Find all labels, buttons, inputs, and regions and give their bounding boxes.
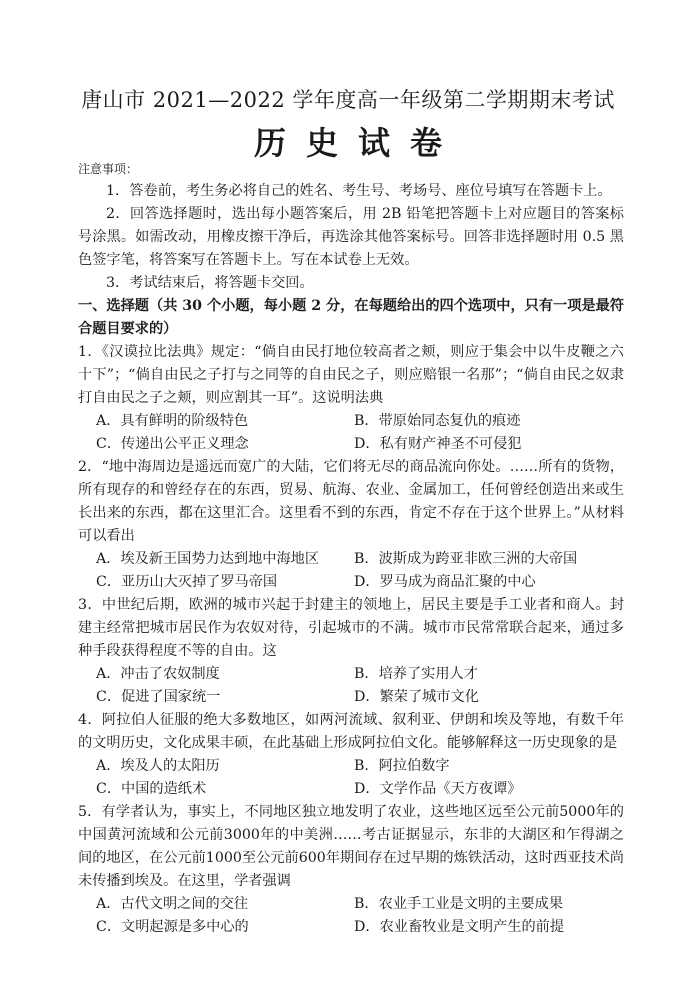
option-b: B．带原始同态复仇的痕迹 bbox=[354, 413, 521, 429]
option-a: A．古代文明之间的交往 bbox=[96, 896, 249, 912]
option-d: D．私有财产神圣不可侵犯 bbox=[354, 436, 522, 452]
question-3-options bbox=[96, 663, 596, 709]
notice-item-3: 3．考试结束后，将答题卡交回。 bbox=[106, 275, 314, 291]
question-1-options bbox=[96, 410, 596, 456]
notice-heading: 注意事项： bbox=[78, 162, 139, 176]
option-c: C．促进了国家统一 bbox=[96, 689, 221, 705]
question-2-stem: 2．“地中海周边是遥远而宽广的大陆，它们将无尽的商品流向你处。……所有的货物，所有现存的和曾经存在的东西，贸易、航海、农业、金属加工，任何曾经创造出来或生长出来的东西，都在这里汇合。这里看不到的东西，肯定不存在于这个世界上。”从材料可以看出 bbox=[78, 459, 624, 544]
question-1-stem: 1．《汉谟拉比法典》规定：“倘自由民打地位较高者之颊，则应于集会中以牛皮鞭之六十下”；“倘自由民之子打与之同等的自由民之子，则应赔银一名那”；“倘自由民之奴隶打自由民之子之颊，则应割其一耳”。这说明法典 bbox=[78, 344, 624, 406]
option-b: B．农业手工业是文明的主要成果 bbox=[354, 896, 564, 912]
question-4-stem: 4．阿拉伯人征服的绝大多数地区，如两河流域、叙利亚、伊朗和埃及等地，有数千年的文明历史，文化成果丰硕，在此基础上形成阿拉伯文化。能够解释这一历史现象的是 bbox=[78, 712, 624, 751]
exam-title: 唐山市 2021—2022 学年度高一年级第二学期期末考试 bbox=[81, 88, 615, 112]
option-c: C．传递出公平正义理念 bbox=[96, 436, 249, 452]
option-d: D．文学作品《天方夜谭》 bbox=[354, 781, 522, 797]
notice-item-2: 2．回答选择题时，选出每小题答案后，用 2B 铅笔把答题卡上对应题目的答案标号涂黑。如需改动，用橡皮擦干净后，再选涂其他答案标号。回答非选择题时用 0.5 黑色签字笔，将答案写在答题卡上。写在本试卷上无效。 bbox=[78, 206, 624, 268]
option-b: B．阿拉伯数字 bbox=[354, 758, 450, 774]
option-b: B．波斯成为跨亚非欧三洲的大帝国 bbox=[354, 551, 578, 567]
option-a: A．具有鲜明的阶级特色 bbox=[96, 413, 249, 429]
question-4-options bbox=[96, 755, 596, 801]
option-c: C．亚历山大灭掉了罗马帝国 bbox=[96, 574, 278, 590]
option-c: C．中国的造纸术 bbox=[96, 781, 207, 797]
option-d: D．罗马成为商品汇聚的中心 bbox=[354, 574, 536, 590]
option-a: A．冲击了农奴制度 bbox=[96, 666, 220, 682]
option-a: A．埃及人的太阳历 bbox=[96, 758, 220, 774]
option-d: D．繁荣了城市文化 bbox=[354, 689, 479, 705]
subject-title: 历史试卷 bbox=[253, 124, 462, 162]
option-a: A．埃及新王国势力达到地中海地区 bbox=[96, 551, 320, 567]
notice-item-1: 1．答卷前，考生务必将自己的姓名、考生号、考场号、座位号填写在答题卡上。 bbox=[106, 183, 612, 199]
option-c: C．文明起源是多中心的 bbox=[96, 919, 249, 935]
question-3-stem: 3．中世纪后期，欧洲的城市兴起于封建主的领地上，居民主要是手工业者和商人。封建主经常把城市居民作为农奴对待，引起城市的不满。城市市民常常联合起来，通过多种手段获得程度不等的自由。这 bbox=[78, 597, 624, 659]
option-d: D．农业畜牧业是文明产生的前提 bbox=[354, 919, 565, 935]
section-heading: 一、选择题（共 30 个小题，每小题 2 分，在每题给出的四个选项中，只有一项是最符合题目要求的） bbox=[78, 298, 624, 337]
option-b: B．培养了实用人才 bbox=[354, 666, 478, 682]
question-5-options bbox=[96, 893, 596, 939]
question-5-stem: 5．有学者认为，事实上，不同地区独立地发明了农业，这些地区远至公元前5000年的中国黄河流域和公元前3000年的中美洲……考古证据显示，东非的大湖区和乍得湖之间的地区，在公元前1000至公元前600年期间存在过早期的炼铁活动，这时西亚技术尚未传播到埃及。在这里，学者强调 bbox=[78, 804, 624, 889]
question-2-options bbox=[96, 548, 596, 594]
